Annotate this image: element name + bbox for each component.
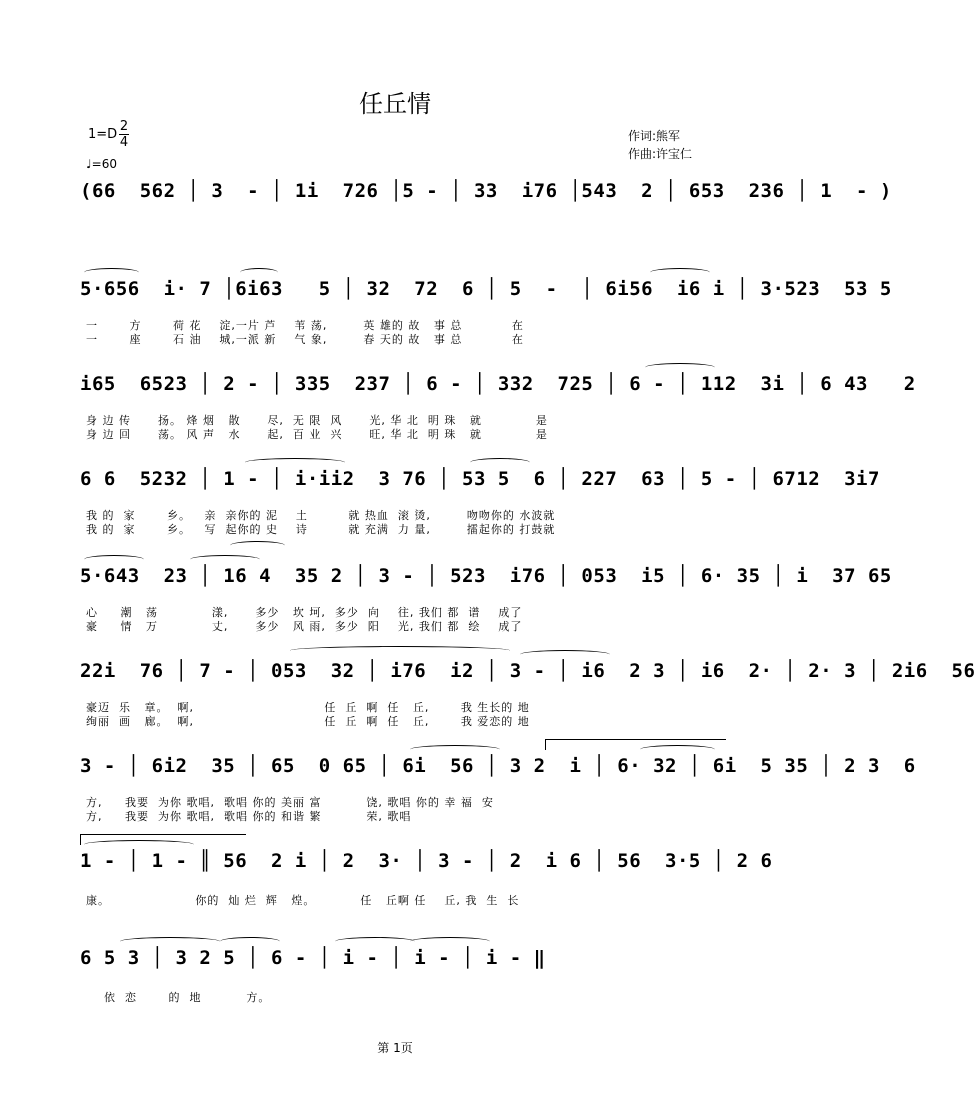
slur-mark [650, 268, 710, 277]
score-system-2 [80, 278, 892, 348]
lyric-verse-2: 豪 情 万 丈, 多少 风 雨, 多少 阳 光, 我们 都 绘 成了 [86, 620, 523, 633]
slur-mark [84, 840, 194, 849]
slur-mark [84, 268, 139, 277]
slur-mark [335, 937, 415, 946]
score-system-5 [80, 565, 892, 635]
time-sig-denominator: 4 [119, 135, 129, 150]
lyric-verse-1: 依 恋 的 地 方。 [86, 991, 271, 1004]
lyric-verse-2: 一 座 石 油 城,一派 新 气 象, 春 天的 故 事 总 在 [86, 333, 524, 346]
slur-mark [190, 555, 260, 564]
slur-mark [240, 268, 278, 277]
notation-line: 5·656 i· 7 │6i63 5 │ 32 72 6 │ 5 - │ 6i56 i6 i │ 3·523 53 5 [80, 278, 892, 300]
lyric-verse-2: 身 边 回 荡。 风 声 水 起, 百 业 兴 旺, 华 北 明 珠 就 是 [86, 428, 548, 441]
notation-line: 5·643 23 │ 16 4 35 2 │ 3 - │ 523 i76 │ 053 i5 │ 6· 35 │ i 37 65 [80, 565, 892, 587]
notation-line: 3 - │ 6i2 35 │ 65 0 65 │ 6i 56 │ 3 2 i │ 6· 32 │ 6i 5 35 │ 2 3 6 [80, 755, 916, 777]
slur-mark [245, 458, 345, 467]
notation-line: i65 6523 │ 2 - │ 335 237 │ 6 - │ 332 725 │ 6 - │ 112 3i │ 6 43 2 [80, 373, 916, 395]
time-sig-numerator: 2 [119, 119, 129, 134]
notation-line: 1 - │ 1 - ║ 56 2 i │ 2 3· │ 3 - │ 2 i 6 │ 56 3·5 │ 2 6 [80, 850, 773, 872]
slur-mark [470, 458, 530, 467]
lyric-verse-1: 我 的 家 乡。 亲 亲你的 泥 土 就 热血 滚 烫, 吻吻你的 水波就 [86, 509, 556, 522]
song-title: 任丘情 [359, 90, 431, 118]
notation-line: 6 6 5232 │ 1 - │ i·ii2 3 76 │ 53 5 6 │ 227 63 │ 5 - │ 6712 3i7 [80, 468, 880, 490]
notation-line: (66 562 │ 3 - │ 1i 726 │5 - │ 33 i76 │543 2 │ 653 236 │ 1 - ) [80, 180, 892, 202]
score-system-9 [80, 947, 725, 1007]
lyric-verse-1: 一 方 荷 花 淀,一片 芦 苇 荡, 英 雄的 故 事 总 在 [86, 319, 524, 332]
key-signature: 1=D [88, 127, 118, 142]
score-system-7 [80, 755, 916, 825]
slur-mark [410, 937, 490, 946]
lyric-verse-2: 我 的 家 乡。 写 起你的 史 诗 就 充满 力 量, 擂起你的 打鼓就 [86, 523, 556, 536]
composer-credit: 作曲:许宝仁 [628, 147, 693, 161]
slur-mark [640, 745, 715, 754]
notation-line: 22i 76 │ 7 - │ 053 32 │ i76 i2 │ 3 - │ i6 2 3 │ i6 2· │ 2· 3 │ 2i6 56 [80, 660, 975, 682]
slur-mark [410, 745, 500, 754]
lyricist-credit: 作词:熊军 [628, 129, 681, 143]
score-system-4 [80, 468, 880, 538]
slur-mark [220, 937, 280, 946]
lyric-verse-2: 绚丽 画 廊。 啊, 任 丘 啊 任 丘, 我 爱恋的 地 [86, 715, 530, 728]
slur-mark [230, 541, 285, 550]
score-system-8 [80, 850, 773, 910]
slur-mark [290, 646, 510, 655]
lyric-verse-1: 豪迈 乐 章。 啊, 任 丘 啊 任 丘, 我 生长的 地 [86, 701, 530, 714]
score-system-3 [80, 373, 916, 443]
tempo-marking [86, 157, 117, 171]
slur-mark [645, 363, 715, 372]
score-system-1 [80, 180, 892, 220]
page-number: 第 1页 [377, 1041, 413, 1055]
lyric-verse-1: 康。 你的 灿 烂 辉 煌。 任 丘啊 任 丘, 我 生 长 [86, 894, 520, 907]
lyric-verse-1: 方, 我要 为你 歌唱, 歌唱 你的 美丽 富 饶, 歌唱 你的 幸 福 安 [86, 796, 494, 809]
quarter-note-icon: ♩ [86, 157, 92, 171]
score-system-6 [80, 660, 975, 730]
tempo-value: =60 [91, 157, 117, 171]
slur-mark [120, 937, 220, 946]
time-signature [119, 119, 129, 150]
slur-mark [84, 555, 144, 564]
notation-line: 6 5 3 │ 3 2 5 │ 6 - │ i - │ i - │ i - ‖ [80, 947, 546, 969]
lyric-verse-2: 方, 我要 为你 歌唱, 歌唱 你的 和谐 繁 荣, 歌唱 [86, 810, 412, 823]
slur-mark [520, 650, 610, 659]
lyric-verse-1: 心 潮 荡 漾, 多少 坎 坷, 多少 向 往, 我们 都 谱 成了 [86, 606, 523, 619]
lyric-verse-1: 身 边 传 扬。 烽 烟 散 尽, 无 限 风 光, 华 北 明 珠 就 是 [86, 414, 548, 427]
